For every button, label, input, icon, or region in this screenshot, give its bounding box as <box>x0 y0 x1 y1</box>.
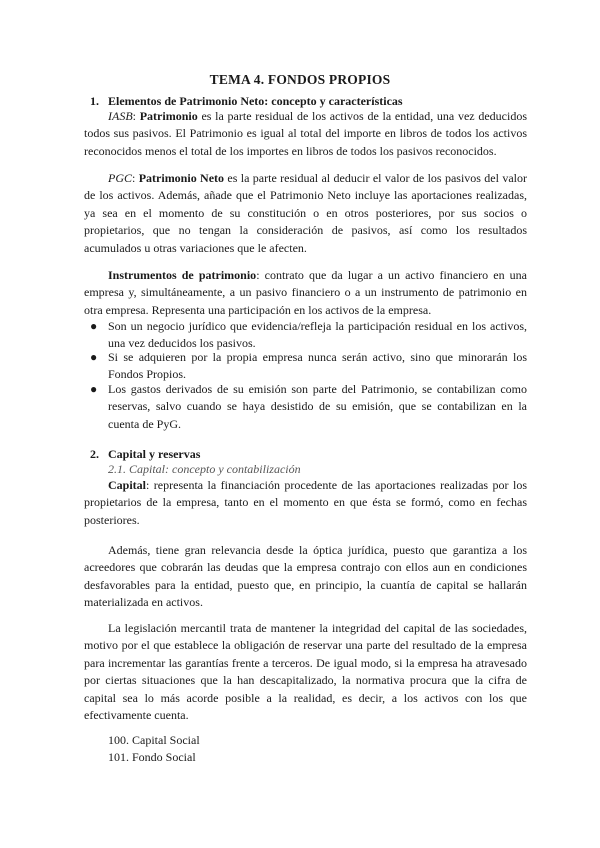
patrimonio-neto-term: Patrimonio Neto <box>138 171 225 185</box>
subsection-2-1-heading: 2.1. Capital: concepto y contabilización <box>108 462 301 476</box>
capital-term: Capital <box>108 478 147 492</box>
account-item: 101. Fondo Social <box>108 750 196 764</box>
section-1-number: 1. <box>90 94 99 108</box>
bullet-icon: ● <box>90 350 98 364</box>
bullet-icon: ● <box>90 319 98 333</box>
pgc-label: PGC <box>108 171 132 185</box>
bullet-icon: ● <box>90 382 98 396</box>
instrumentos-term: Instrumentos de patrimonio <box>108 268 257 282</box>
section-1-heading <box>90 94 403 109</box>
account-item: 100. Capital Social <box>108 733 200 747</box>
iasb-label: IASB <box>108 109 133 123</box>
iasb-text: es la parte residual de los activos de la entidad, una vez deducidos todos sus pasivos. El Patrimonio es igual al total del importe en libros de todos los activos reconocidos menos el total de los importes en libros de todos los pasivos reconocidos. <box>84 109 527 158</box>
instrumentos-paragraph <box>84 267 527 319</box>
instrumentos-text: : contrato que da lugar a un activo financiero en una empresa y, simultáneamente, a un pasivo financiero o a un instrumento de patrimonio en otra empresa. Representa una participación en los activos de la empresa. <box>84 268 527 317</box>
section-2-heading <box>90 447 200 462</box>
capital-paragraph <box>84 477 527 529</box>
list-item: ● Los gastos derivados de su emisión son parte del Patrimonio, se contabilizan como reservas, salvo cuando se haya desistido de su emisión, que se contabilizan en la cuenta de PyG. <box>90 382 527 431</box>
iasb-paragraph: IASB: Patrimonio es la parte residual de los activos de la entidad, una vez deducidos todos sus pasivos. El Patrimonio es igual al total del importe en libros de todos los activos reconocidos menos el total de los importes en libros de todos los pasivos reconocidos. <box>84 109 527 158</box>
document-title: TEMA 4. FONDOS PROPIOS <box>209 72 391 87</box>
capital-text: : representa la financiación procedente de las aportaciones realizadas por los propietarios de la empresa, tanto en el momento en que ésta se formó, como en fechas posteriores. <box>84 478 527 527</box>
section-2-number: 2. <box>90 447 99 461</box>
pgc-paragraph: PGC: Patrimonio Neto es la parte residual al deducir el valor de los pasivos del valor de los activos. Además, añade que el Patrimonio Neto incluye las aportaciones realizadas, ya sea en el momento de su constitución o en otros posteriores, por sus socios o propietarios, que no tengan la consideración de pasivos, así como los resultados acumulados u otras variaciones que le afecten. <box>84 171 527 255</box>
relevancia-paragraph: Además, tiene gran relevancia desde la óptica jurídica, puesto que garantiza a los acreedores que cobrarán las deudas que la empresa contrajo con ellos aun en condiciones desfavorables para la entidad, puesto que, en principio, la cuantía de capital se hallarán materializada en activos. <box>84 543 527 610</box>
section-2-heading-text: Capital y reservas <box>108 447 201 461</box>
section-1-heading-text: Elementos de Patrimonio Neto: concepto y características <box>108 94 403 108</box>
patrimonio-term: Patrimonio <box>139 109 198 123</box>
list-item: ● Si se adquieren por la propia empresa nunca serán activo, sino que minorarán los Fondos Propios. <box>90 350 527 382</box>
list-item: ● Son un negocio jurídico que evidencia/refleja la participación residual en los activos, una vez deducidos los pasivos. <box>90 319 527 351</box>
legislacion-paragraph: La legislación mercantil trata de mantener la integridad del capital de las sociedades, motivo por el que establece la obligación de reservar una parte del resultado de la empresa para incrementar las garantías frente a terceros. De igual modo, si la empresa ha atravesado por ciertas situaciones que la han descapitalizado, la normativa procura que la cifra de capital sea lo más acorde posible a la realidad, es decir, a los activos con los que efectivamente cuenta. <box>84 621 527 723</box>
pgc-text: es la parte residual al deducir el valor de los pasivos del valor de los activos. Además, añade que el Patrimonio Neto incluye las aportaciones realizadas, ya sea en el momento de su constitución o en otros posteriores, por sus socios o propietarios, que no tengan la consideración de pasivos, así como los resultados acumulados u otras variaciones que le afecten. <box>84 171 527 255</box>
